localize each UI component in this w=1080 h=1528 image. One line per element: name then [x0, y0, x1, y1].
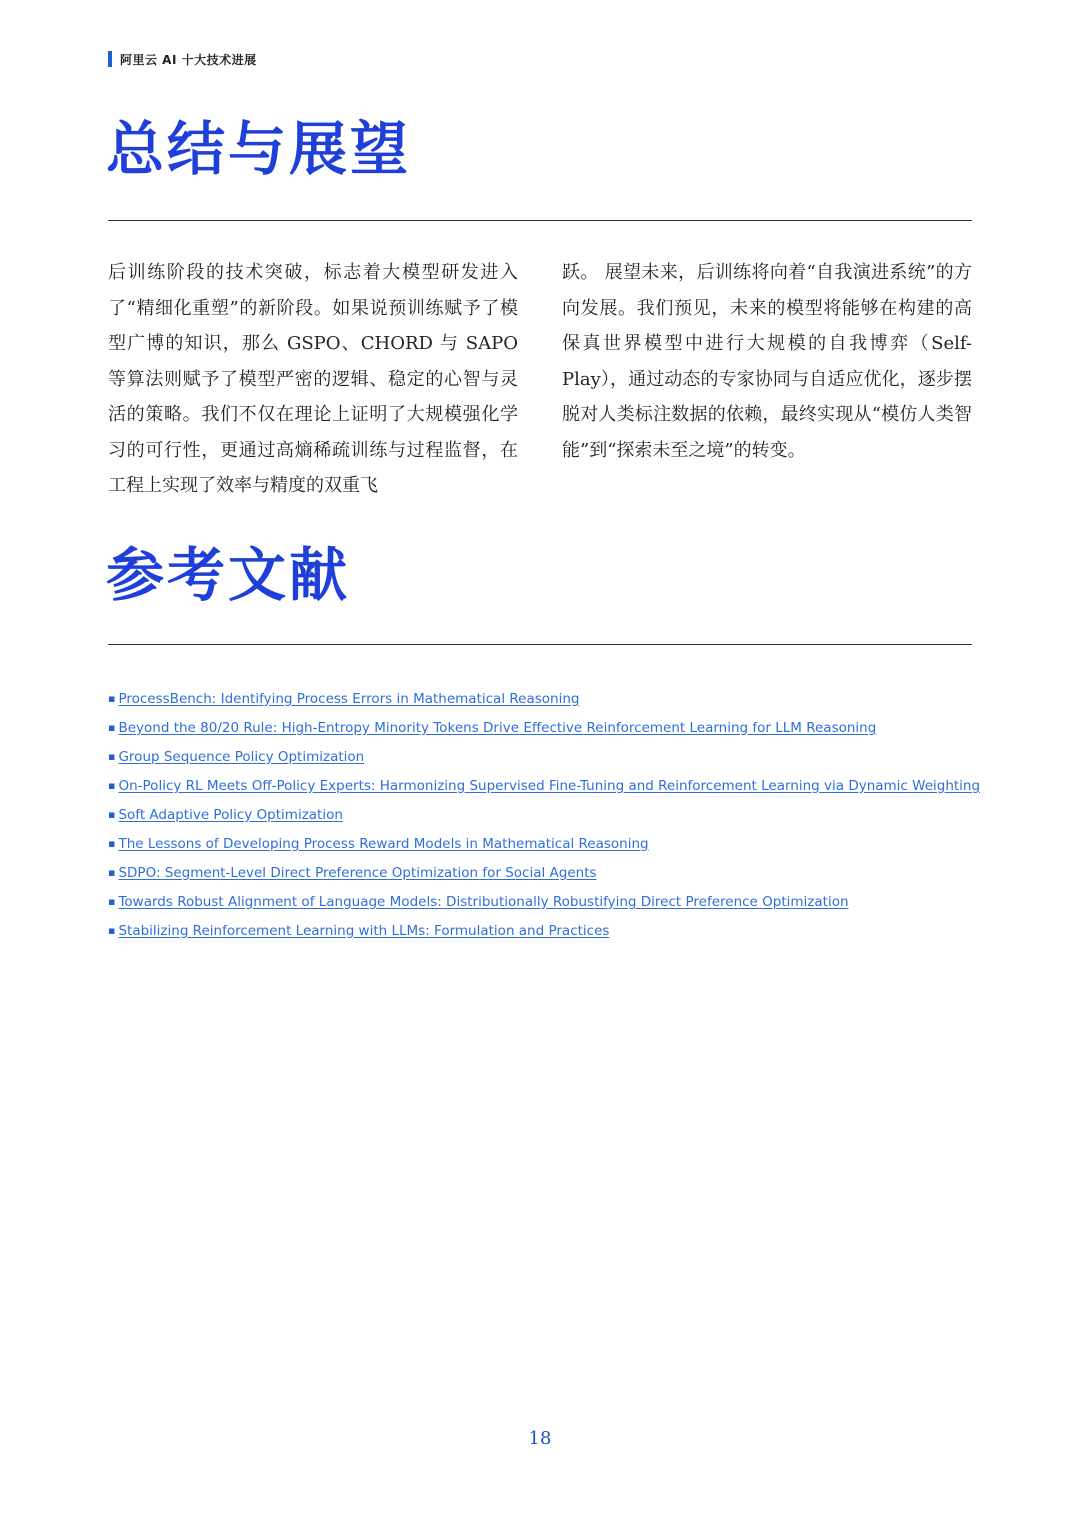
reference-link-beyond-80-20[interactable]: Beyond the 80/20 Rule: High-Entropy Minority Tokens Drive Effective Reinforcement Learning for LLM Reasoning — [118, 719, 877, 736]
bullet-icon: ▪ — [108, 720, 116, 734]
reference-link-processbench[interactable]: ProcessBench: Identifying Process Errors in Mathematical Reasoning — [118, 690, 580, 707]
reference-item — [108, 858, 988, 887]
reference-link-sdpo[interactable]: SDPO: Segment-Level Direct Preference Optimization for Social Agents — [118, 864, 597, 881]
bullet-icon: ▪ — [108, 807, 116, 821]
summary-divider — [108, 220, 972, 221]
reference-link-prm-lessons[interactable]: The Lessons of Developing Process Reward Models in Mathematical Reasoning — [118, 835, 649, 852]
bullet-icon: ▪ — [108, 894, 116, 908]
reference-item — [108, 800, 988, 829]
bullet-icon: ▪ — [108, 691, 116, 705]
references-divider — [108, 644, 972, 645]
reference-link-robust-dpo[interactable]: Towards Robust Alignment of Language Models: Distributionally Robustifying Direct Preference Optimization — [118, 893, 849, 910]
reference-item — [108, 713, 988, 742]
summary-left-column: 后训练阶段的技术突破，标志着大模型研发进入了“精细化重塑”的新阶段。如果说预训练赋予了模型广博的知识，那么 GSPO、CHORD 与 SAPO 等算法则赋予了模型严密的逻辑、稳定的心智与灵活的策略。我们不仅在理论上证明了大规模强化学习的可行性，更通过高熵稀疏训练与过程监督，在工程上实现了效率与精度的双重飞 — [108, 262, 518, 496]
header-accent-bar — [108, 51, 112, 67]
reference-link-stabilizing-rl[interactable]: Stabilizing Reinforcement Learning with LLMs: Formulation and Practices — [118, 922, 610, 939]
reference-item — [108, 916, 988, 945]
page-header — [108, 50, 257, 68]
page-number: 18 — [528, 1428, 552, 1449]
reference-item — [108, 829, 988, 858]
reference-link-gspo[interactable]: Group Sequence Policy Optimization — [118, 748, 365, 765]
bullet-icon: ▪ — [108, 836, 116, 850]
summary-right-column: 跃。 展望未来，后训练将向着“自我演进系统”的方向发展。我们预见，未来的模型将能够在构建的高保真世界模型中进行大规模的自我博弈（Self-Play），通过动态的专家协同与自适应优化，逐步摆脱对人类标注数据的依赖，最终实现从“模仿人类智能”到“探索未至之境”的转变。 — [562, 262, 972, 461]
summary-heading: 总结与展望 — [106, 115, 412, 183]
bullet-icon: ▪ — [108, 923, 116, 937]
reference-item — [108, 887, 988, 916]
references-heading: 参考文献 — [106, 541, 351, 609]
reference-link-sapo[interactable]: Soft Adaptive Policy Optimization — [118, 806, 343, 823]
bullet-icon: ▪ — [108, 865, 116, 879]
reference-link-chord[interactable]: On-Policy RL Meets Off-Policy Experts: Harmonizing Supervised Fine-Tuning and Reinforcement Learning via Dynamic Weighting — [118, 777, 981, 794]
header-title: 阿里云 AI 十大技术进展 — [120, 52, 257, 67]
reference-item — [108, 771, 988, 800]
reference-item — [108, 684, 988, 713]
reference-list — [108, 684, 988, 945]
bullet-icon: ▪ — [108, 749, 116, 763]
reference-item — [108, 742, 988, 771]
bullet-icon: ▪ — [108, 778, 116, 792]
